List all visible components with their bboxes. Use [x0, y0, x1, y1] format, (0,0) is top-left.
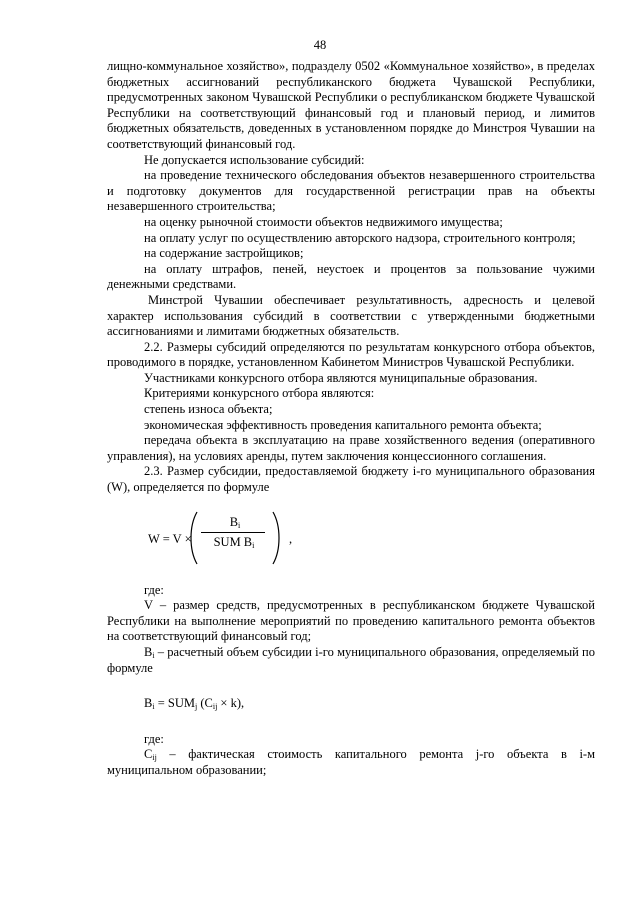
paragraph: лищно-коммунальное хозяйство», подразделу 0502 «Коммунальное хозяйство», в пределах бюджетных ассигнований республиканского бюджета Чувашской Республики, предусмотренных законом Чувашской Республики о республиканском бюджете Чувашской Республики на соответствующий финансовый год и плановый период, и лимитов бюджетных обязательств, доведенных в установленном порядке до Минстроя Чувашии на соответствующий финансовый год. — [107, 59, 595, 151]
paragraph: Не допускается использование субсидий: — [144, 152, 365, 167]
paragraph: степень износа объекта; — [144, 402, 273, 417]
formula-b: $B_i = SUM_j$ $(C_{ij} \times k)$, — [144, 696, 245, 712]
formula-w — [107, 510, 595, 566]
paragraph: на оплату штрафов, пеней, неустоек и процентов за пользование чужими денежными средствами. — [107, 261, 595, 292]
where-label: где: — [144, 582, 164, 597]
left-paren-icon — [187, 510, 199, 566]
paragraph: 2.2. Размеры субсидий определяются по результатам конкурсного отбора объектов, проводимого в порядке, установленном Кабинетом Министров Чувашской Республики. — [107, 339, 595, 370]
paragraph: на оценку рыночной стоимости объектов недвижимого имущества; — [144, 214, 503, 229]
formula-w-lhs: W = V × — [148, 531, 192, 546]
paragraph: Участниками конкурсного отбора являются муниципальные образования. — [144, 370, 538, 385]
document-body — [107, 59, 595, 779]
paragraph: экономическая эффективность проведения капитального ремонта объекта; — [144, 417, 542, 432]
paragraph: Минстрой Чувашии обеспечивает результативность, адресность и целевой характер использования субсидий в соответствии с утвержденными бюджетными ассигнованиями и лимитами бюджетных обязательств. — [107, 292, 595, 339]
formula-w-denominator: SUM $B_i$ — [213, 534, 255, 550]
paragraph: на проведение технического обследования объектов незавершенного строительства и подготовку документов для государственной регистрации прав на объекты незавершенного строительства; — [107, 168, 595, 214]
paragraph: 2.3. Размер субсидии, предоставляемой бюджету i-го муниципального образования (W), определяется по формуле — [107, 464, 595, 495]
where-label: где: — [144, 731, 164, 746]
paragraph: на содержание застройщиков; — [144, 246, 304, 261]
page-number: 48 — [313, 38, 327, 52]
definition-v: V – размер средств, предусмотренных в республиканском бюджете Чувашской Республики на выполнение мероприятий по проведению капитального ремонта объектов на соответствующий финансовый год; — [107, 598, 595, 644]
formula-w-comma: , — [289, 531, 293, 546]
paragraph: на оплату услуг по осуществлению авторского надзора, строительного контроля; — [144, 230, 576, 245]
fraction-bar — [201, 532, 265, 533]
paragraph: передача объекта в эксплуатацию на праве хозяйственного ведения (оперативного управления), на условиях аренды, путем заключения концессионного соглашения. — [107, 433, 595, 463]
definition-c: $C_{ij}$ – фактическая стоимость капитального ремонта j-го объекта в i-м муниципальном образовании; — [107, 747, 595, 777]
formula-w-numerator: $B_i$ — [229, 514, 241, 530]
paragraph: Критериями конкурсного отбора являются: — [144, 386, 375, 401]
definition-b: $B_i$ – расчетный объем субсидии i-го муниципального образования, определяемый по формуле — [107, 645, 595, 675]
right-paren-icon — [271, 510, 283, 566]
